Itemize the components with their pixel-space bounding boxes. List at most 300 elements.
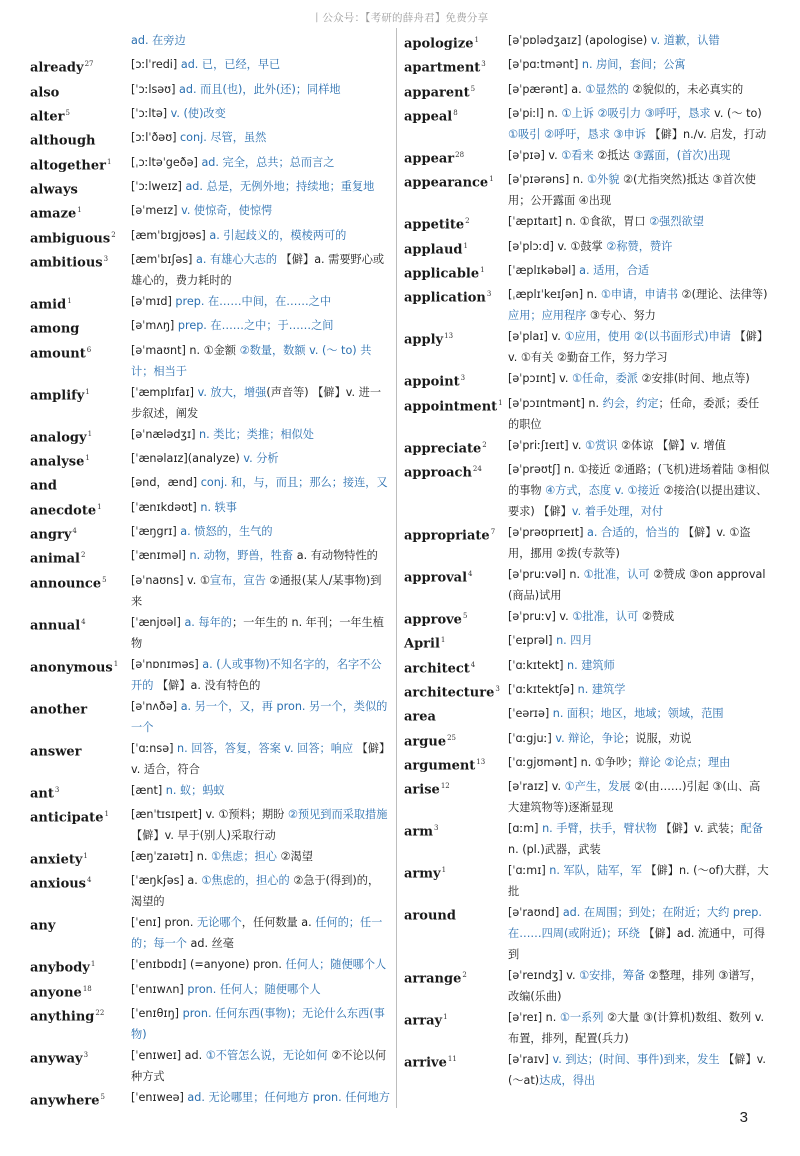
key-definition: conj. 尽管，虽然	[180, 131, 267, 145]
definition-text: [ɔːlˈðəʊ]	[131, 131, 181, 145]
frequency-count: 18	[82, 984, 92, 993]
frequency-count: 4	[470, 660, 476, 669]
definition-text: [ˈænjʊəl]	[131, 615, 185, 629]
headword	[30, 472, 131, 496]
headword-text: ant	[30, 785, 54, 801]
watermark: 丨公众号：【考研的薛舟君】免费分享	[311, 12, 489, 24]
frequency-count: 3	[495, 684, 500, 693]
definition-text: ②(理论、法律等)	[678, 288, 768, 302]
dictionary-entry	[30, 30, 390, 54]
key-definition: ②数量，数额 v. (～ to) 共计；相当于	[131, 343, 372, 378]
headword-text: appear	[404, 151, 455, 167]
dictionary-entry	[404, 459, 770, 522]
definition-text: [ˈenɪ] pron.	[131, 916, 197, 930]
definition	[131, 448, 390, 469]
dictionary-entry	[30, 1003, 390, 1045]
dictionary-entry	[30, 654, 390, 696]
left-column	[30, 30, 390, 1111]
headword-text: anyone	[30, 984, 82, 1000]
dictionary-entry	[30, 979, 390, 1003]
headword-text: appreciate	[404, 440, 482, 456]
headword	[30, 176, 131, 200]
definition	[131, 780, 390, 801]
key-definition: n. 面积；地区，地域；领域，范围	[552, 707, 724, 721]
definition	[131, 79, 390, 100]
headword-text: angry	[30, 527, 72, 543]
definition	[131, 103, 390, 124]
key-definition: n. 蚁；蚂蚁	[165, 783, 225, 797]
definition-text: 【僻】ad. 流通中，可得到	[508, 927, 766, 962]
headword-text: and	[30, 478, 57, 494]
dictionary-entry	[30, 612, 390, 654]
headword	[30, 127, 131, 151]
definition-text: ②安排(时间、地点等)	[637, 372, 750, 386]
definition-text: ③专心、努力	[586, 309, 656, 323]
frequency-count: 3	[481, 60, 486, 69]
definition-text: [əˈpɪərəns] n.	[508, 173, 587, 187]
dictionary-entry	[30, 152, 390, 176]
dictionary-entry	[30, 54, 390, 78]
key-definition: prep. 在……之中；于……之间	[177, 319, 334, 333]
dictionary-entry	[30, 448, 390, 472]
headword-text: anxiety	[30, 852, 83, 868]
definition	[131, 612, 390, 654]
definition-text: [əˈraɪz] v.	[508, 780, 565, 794]
key-definition: ①吸引 ②呼吁，恳求 ③申诉	[508, 127, 646, 141]
key-definition: 任何的；任一的；每一个	[131, 916, 383, 951]
definition-text: [ˈeərɪə]	[508, 707, 553, 721]
headword	[30, 315, 131, 339]
definition	[131, 1003, 390, 1045]
definition-text: ②不论以何种方式	[131, 1048, 387, 1083]
key-definition: ①外貌	[587, 173, 620, 187]
dictionary-entry	[404, 1049, 770, 1091]
dictionary-entry	[404, 236, 770, 260]
definition	[508, 776, 770, 818]
key-definition: ①任命，委派	[572, 372, 638, 386]
key-definition: ①显然的	[585, 82, 629, 96]
key-definition: ①批准，认可	[572, 609, 639, 623]
headword	[404, 326, 508, 350]
headword	[404, 776, 508, 800]
headword	[30, 497, 131, 521]
headword-text: appearance	[404, 175, 489, 191]
headword-text: ambiguous	[30, 230, 111, 246]
definition	[508, 368, 770, 389]
frequency-count: 1	[106, 157, 112, 166]
definition	[131, 497, 390, 518]
dictionary-entry	[30, 79, 390, 103]
definition-text: [ˈɑːmɪ]	[508, 864, 550, 878]
dictionary-entry	[30, 103, 390, 127]
definition-text: [ˈɑːgjuː]	[508, 731, 556, 745]
frequency-count: 1	[443, 1013, 448, 1022]
key-definition: ④方式，态度 v. ①接近	[545, 483, 660, 497]
definition-text: [əˈpruːvəl] n.	[508, 567, 584, 581]
dictionary-entry	[30, 315, 390, 339]
definition-text: [əˈpiːl] n.	[508, 106, 562, 120]
frequency-count: 8	[453, 108, 458, 117]
definition-text: ②貌似的，未必真实的	[628, 82, 744, 96]
key-definition: v. 使惊奇，使惊愕	[181, 204, 273, 218]
dictionary-entry	[404, 103, 770, 145]
key-definition: v. 着手处理，对付	[571, 504, 664, 518]
headword-text: amid	[30, 297, 67, 313]
headword	[404, 630, 508, 654]
key-definition: ①焦虑的，担心的	[201, 874, 290, 888]
frequency-count: 2	[465, 217, 470, 226]
headword-text: appropriate	[404, 528, 490, 544]
definition-text: [əˈraɪv]	[508, 1053, 553, 1067]
frequency-count: 1	[67, 296, 72, 305]
key-definition: ①看来	[561, 148, 594, 162]
headword-text: also	[30, 84, 60, 100]
definition-text: v. (～ to)	[710, 106, 762, 120]
key-definition: a. (人或事物)不知名字的，名字不公开的	[131, 657, 382, 692]
key-definition: ①一系列	[559, 1011, 604, 1025]
definition	[508, 145, 770, 166]
frequency-count: 25	[447, 733, 457, 742]
key-definition: v. 辩论，争论	[555, 731, 625, 745]
headword-text: application	[404, 290, 486, 306]
frequency-count: 1	[85, 387, 90, 396]
headword	[404, 752, 508, 776]
definition-text: [əˈnʌðə]	[131, 699, 181, 713]
definition-text: [əˈreɪ] n.	[508, 1011, 560, 1025]
definition	[508, 728, 770, 749]
right-column	[404, 30, 770, 1091]
definition-text: [ˈæplɪkəbəl]	[508, 263, 580, 277]
headword-text: arm	[404, 824, 434, 840]
frequency-count: 24	[472, 464, 482, 473]
headword-text: army	[404, 866, 441, 882]
headword-text: another	[30, 701, 88, 717]
definition	[131, 424, 390, 445]
definition	[508, 1049, 770, 1091]
key-definition: v. 到达；(时间、事件)到来，发生	[552, 1053, 720, 1067]
definition-text: [ˈenɪwʌn]	[131, 982, 188, 996]
key-definition: a. 合适的，恰当的	[587, 525, 680, 539]
dictionary-entry	[404, 818, 770, 860]
definition-text: ；说服，劝说	[624, 731, 692, 745]
definition-text: a. 有动物特性的	[293, 549, 378, 563]
definition-text: [ɔːlˈredi]	[131, 58, 181, 72]
page-number: 3	[739, 1109, 748, 1126]
definition-text: [əˈpɒlədʒaɪz] (apologise)	[508, 34, 651, 47]
headword-text: array	[404, 1013, 443, 1029]
definition	[131, 54, 390, 75]
key-definition: pron. 任何东西(事物)；无论什么东西(事物)	[131, 1006, 385, 1041]
definition	[508, 860, 770, 902]
dictionary-entry	[30, 382, 390, 424]
definition-text: ；一年生的 n. 年刊；一年生植物	[131, 615, 384, 650]
definition-text: 【僻】v. 早于(别人)采取行动	[131, 828, 276, 842]
dictionary-entry	[404, 776, 770, 818]
headword-text: alter	[30, 109, 65, 125]
definition	[131, 472, 390, 493]
key-definition: ①赏识	[585, 438, 618, 452]
key-definition: ②称赞，赞许	[606, 239, 673, 253]
definition-text: [ənd，ænd]	[131, 476, 201, 490]
definition-text: [ˈænɪkdəʊt]	[131, 500, 201, 514]
dictionary-entry	[30, 497, 390, 521]
key-definition: ad. 在旁边	[131, 34, 186, 47]
definition-text: ②体谅 【僻】v. 增值	[617, 438, 726, 452]
definition-text: [əˈnaʊns] v. ①	[131, 573, 210, 587]
definition	[508, 902, 770, 965]
headword-text: analyse	[30, 454, 85, 470]
key-definition: a. 适用，合适	[579, 263, 650, 277]
definition-text: ②(尤指突然)抵达 ③首次使用；公开露面 ④出现	[508, 173, 756, 208]
key-definition: 配备	[740, 822, 763, 836]
frequency-count: 11	[447, 1055, 457, 1064]
frequency-count: 13	[476, 757, 486, 766]
headword-text: apply	[404, 332, 444, 348]
headword-text: ambitious	[30, 255, 103, 271]
definition	[131, 954, 390, 975]
dictionary-entry	[404, 1007, 770, 1049]
dictionary-entry	[30, 200, 390, 224]
key-definition: ①上诉 ②吸引力 ③呼吁，恳求	[561, 106, 711, 120]
headword	[30, 545, 131, 569]
definition-text: [ˌɔːltəˈgeðə]	[131, 155, 202, 169]
headword	[404, 393, 508, 417]
dictionary-entry	[404, 902, 770, 965]
headword-text: around	[404, 908, 456, 924]
definition	[508, 522, 770, 564]
key-definition: ②预见到而采取措施	[287, 807, 388, 821]
headword-text: apologize	[404, 36, 474, 52]
frequency-count: 7	[490, 527, 496, 536]
frequency-count: 5	[100, 1092, 105, 1101]
definition-text: n. (pl.)武器，武装	[508, 843, 601, 857]
dictionary-entry	[404, 965, 770, 1007]
definition-text: [ˈæpɪtaɪt] n. ①食欲，胃口	[508, 215, 650, 229]
definition-text: ②抵达	[593, 148, 634, 162]
headword-text: anybody	[30, 960, 90, 976]
key-definition: n. 四月	[556, 634, 593, 648]
headword	[404, 679, 508, 703]
definition-text: [əˈnɒnɪməs]	[131, 657, 203, 671]
headword-text: announce	[30, 575, 102, 591]
definition-text: 【僻】v. 适合，符合	[131, 741, 385, 776]
definition-text: [ˈɔːlsəʊ]	[131, 82, 180, 96]
headword	[404, 1007, 508, 1031]
headword	[30, 570, 131, 594]
frequency-count: 3	[486, 290, 492, 299]
headword-text: any	[30, 918, 56, 934]
headword-text: anonymous	[30, 659, 113, 675]
definition-text: [ˈɑːgjʊmənt] n. ①争吵；	[508, 755, 639, 769]
definition-text: [ˈɔːlweɪz]	[131, 179, 186, 193]
headword	[30, 1087, 131, 1111]
definition-text: [əˈpɑːtmənt]	[508, 58, 582, 72]
dictionary-entry	[404, 564, 770, 606]
dictionary-entry	[30, 570, 390, 612]
definition-text: [əˈpærənt] a.	[508, 82, 586, 96]
dictionary-entry	[404, 326, 770, 368]
dictionary-entry	[30, 780, 390, 804]
headword	[30, 870, 131, 894]
definition	[131, 127, 390, 148]
definition-text: ；任命，委派；委任的职位	[508, 396, 760, 431]
frequency-count: 4	[81, 617, 86, 626]
headword-text: area	[404, 709, 436, 725]
definition-text: ②赞成	[638, 609, 675, 623]
key-definition: a. 另一个，又，再 pron. 另一个，类似的一个	[131, 699, 388, 734]
definition	[131, 696, 390, 738]
key-definition: a. 有雄心大志的	[195, 252, 281, 266]
definition-text: [əˈraʊnd]	[508, 906, 563, 920]
dictionary-entry	[30, 291, 390, 315]
headword	[404, 236, 508, 260]
key-definition: n. 轶事	[200, 500, 237, 514]
key-definition: 无论哪个	[197, 916, 242, 930]
headword	[404, 30, 508, 54]
headword-text: appoint	[404, 374, 460, 390]
definition	[508, 818, 770, 860]
dictionary-entry	[30, 1045, 390, 1087]
headword	[404, 211, 508, 235]
headword-text: anxious	[30, 876, 87, 892]
headword	[404, 368, 508, 392]
definition-text: [æmˈbɪʃəs]	[131, 252, 196, 266]
key-definition: v. 分析	[243, 451, 279, 465]
headword	[30, 738, 131, 762]
definition-text: [ˈenɪweə]	[131, 1090, 188, 1104]
headword-text: among	[30, 321, 80, 337]
headword	[30, 79, 131, 103]
frequency-count: 2	[80, 551, 86, 560]
headword	[404, 728, 508, 752]
headword	[30, 152, 131, 176]
headword	[404, 522, 508, 546]
headword-text: anywhere	[30, 1093, 100, 1109]
dictionary-entry	[30, 846, 390, 870]
headword-text: approach	[404, 465, 472, 481]
definition	[508, 169, 770, 211]
headword	[30, 200, 131, 224]
key-definition: ad. 而且(也)，此外(还)；同样地	[179, 82, 341, 96]
definition	[131, 979, 390, 1000]
definition	[508, 564, 770, 606]
definition	[131, 1045, 390, 1087]
headword-text: already	[30, 60, 84, 76]
key-definition: v. (使)改变	[170, 106, 226, 120]
definition-text: [ˈenɪweɪ] ad.	[131, 1048, 206, 1062]
headword-text: annual	[30, 617, 81, 633]
frequency-count: 3	[460, 374, 466, 383]
dictionary-entry	[30, 472, 390, 496]
headword	[30, 382, 131, 406]
definition-text: [ˈæŋkʃəs] a.	[131, 874, 202, 888]
headword-text: architect	[404, 660, 470, 676]
definition-text: [əˈprəʊtʃ] n. ①接近 ②通路；(飞机)进场着陆 ③相似的事物	[508, 462, 770, 497]
definition-text: ②(由……)引起 ③(山、高大建筑物等)逐渐显现	[508, 780, 761, 815]
frequency-count: 1	[480, 265, 485, 274]
frequency-count: 28	[455, 150, 465, 159]
frequency-count: 1	[498, 398, 503, 407]
frequency-count: 13	[444, 332, 454, 341]
definition-text: 【僻】n./v. 启发，打动	[645, 127, 767, 141]
headword	[404, 169, 508, 193]
definition	[508, 211, 770, 232]
dictionary-entry	[30, 424, 390, 448]
headword	[30, 448, 131, 472]
key-definition: ①焦虑；担心	[210, 849, 277, 863]
headword-text: amount	[30, 345, 86, 361]
definition	[131, 912, 390, 954]
headword	[404, 284, 508, 308]
definition	[508, 103, 770, 145]
definition	[508, 630, 770, 651]
definition	[508, 393, 770, 435]
definition	[508, 655, 770, 676]
key-definition: n. 军队，陆军，军	[549, 864, 642, 878]
definition-text: [əˈpɔɪnt] v.	[508, 372, 572, 386]
definition	[131, 340, 390, 382]
headword	[30, 654, 131, 678]
headword	[30, 249, 131, 273]
definition-text: [ˈɔːltə]	[131, 106, 171, 120]
headword	[404, 902, 508, 926]
key-definition: 应用；应用程序	[508, 309, 587, 323]
dictionary-entry	[404, 169, 770, 211]
frequency-count: 1	[113, 659, 119, 668]
definition	[131, 804, 390, 846]
key-definition: pron. 任何人；随便哪个人	[187, 982, 321, 996]
definition-text: [ˈenɪbɒdɪ] (=anyone) pron.	[131, 958, 286, 972]
definition-text: [əˈpriːʃɪeɪt] v.	[508, 438, 586, 452]
key-definition: v. 道歉，认错	[650, 34, 720, 47]
dictionary-entry	[404, 368, 770, 392]
dictionary-entry	[30, 870, 390, 912]
headword	[404, 1049, 508, 1073]
frequency-count: 1	[463, 241, 468, 250]
definition-text: [əˈmɪd]	[131, 294, 176, 308]
headword-text: anticipate	[30, 810, 104, 826]
headword	[30, 54, 131, 78]
dictionary-entry	[404, 679, 770, 703]
definition	[131, 654, 390, 696]
headword	[30, 912, 131, 936]
dictionary-entry	[404, 655, 770, 679]
headword	[30, 225, 131, 249]
headword-text: applaud	[404, 241, 463, 257]
headword	[30, 954, 131, 978]
definition-text: [əˈmeɪz]	[131, 204, 182, 218]
key-definition: 辩论 ②论点；理由	[638, 755, 731, 769]
key-definition: ad. 完全，总共；总而言之	[201, 155, 335, 169]
headword-text: approve	[404, 612, 462, 628]
headword	[30, 696, 131, 720]
dictionary-entry	[404, 260, 770, 284]
dictionary-entry	[30, 545, 390, 569]
headword	[30, 103, 131, 127]
frequency-count: 2	[462, 971, 467, 980]
definition-text: 【僻】v. ①有关 ②勤奋工作，努力学习	[508, 330, 769, 365]
dictionary-entry	[30, 249, 390, 291]
definition	[131, 570, 390, 612]
headword-text: applicable	[404, 266, 480, 282]
definition	[508, 326, 770, 368]
definition-text: [əˈprəʊprɪeɪt]	[508, 525, 588, 539]
headword-text: arrange	[404, 971, 462, 987]
dictionary-entry	[30, 696, 390, 738]
key-definition: ①不管怎么说，无论如何	[205, 1048, 328, 1062]
dictionary-entry	[404, 435, 770, 459]
definition	[131, 30, 390, 51]
